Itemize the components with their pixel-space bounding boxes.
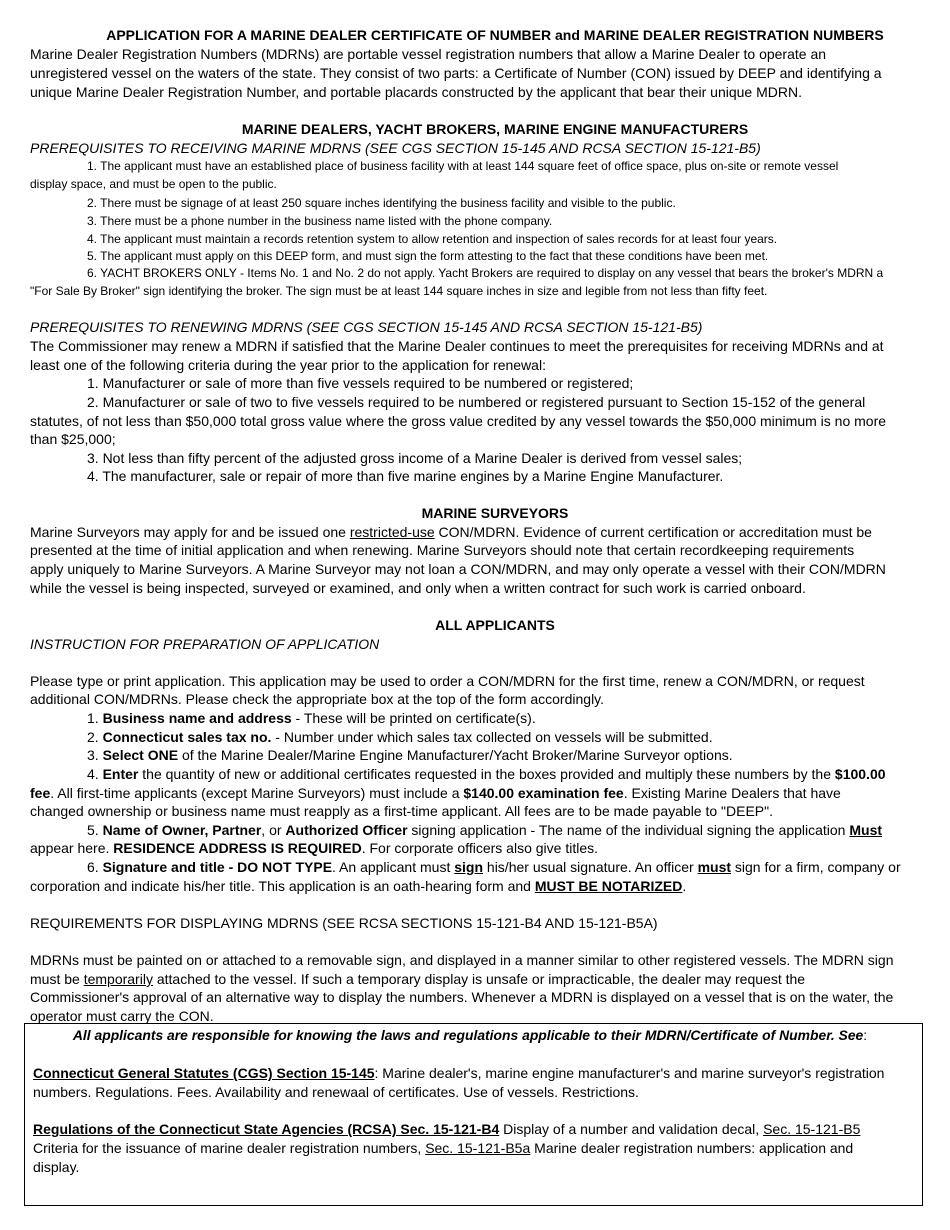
display-line: MDRNs must be painted on or attached to a removable sign, and displayed in a manner similar to other registered vessels. The MDRN sign [30, 952, 894, 968]
prereq-renewing-heading: PREREQUISITES TO RENEWING MDRNS (SEE CGS SECTION 15-145 AND RCSA SECTION 15-121-B5) [30, 319, 703, 335]
text-run: Name of Owner, Partner [102, 822, 262, 838]
instruction-item-6-cont [30, 877, 686, 895]
text-run: must be [30, 971, 84, 987]
prereq-receiving-heading: PREREQUISITES TO RECEIVING MARINE MDRNS (SEE CGS SECTION 15-145 AND RCSA SECTION 15-121-B5) [30, 140, 761, 156]
rcsa-line [33, 1139, 853, 1157]
restricted-use-term: restricted-use [349, 524, 435, 540]
receiving-item: "For Sale By Broker" sign identifying the broker. The sign must be at least 144 square inches in size and legible from not less than fifty feet. [30, 284, 768, 298]
display-line [30, 970, 805, 988]
text-run: signing application - The name of the individual signing the application [407, 822, 850, 838]
instruction-item-3 [87, 746, 733, 764]
intro-line: unregistered vessel on the waters of the state. They consist of two parts: a Certificate of Number (CON) issued by DEEP and identifying a [30, 65, 882, 81]
instruction-item-2 [87, 728, 713, 746]
cgs-line: numbers. Regulations. Fees. Availability and renewaal of certificates. Use of vessels. Restrictions. [33, 1084, 639, 1100]
instruction-paragraph: Please type or print application. This application may be used to order a CON/MDRN for the first time, renew a CON/MDRN, or request [30, 673, 865, 689]
display-line: operator must carry the CON. [30, 1008, 214, 1024]
rcsa-line: display. [33, 1159, 80, 1175]
text-run: . For corporate officers also give titles. [361, 840, 599, 856]
intro-line: Marine Dealer Registration Numbers (MDRNs) are portable vessel registration numbers that allow a Marine Dealer to operate an [30, 46, 827, 62]
text-run: 2. [87, 729, 103, 745]
text-run: RESIDENCE ADDRESS IS REQUIRED [113, 840, 362, 856]
text-run: 4. [87, 766, 103, 782]
text-run: Signature and title - DO NOT TYPE [102, 859, 333, 875]
receiving-item: display space, and must be open to the public. [30, 177, 277, 191]
receiving-item: 3. There must be a phone number in the business name listed with the phone company. [87, 214, 553, 228]
renewing-item: statutes, of not less than $50,000 total gross value where the gross value credited by any vessel towards the $50,000 minimum is no more [30, 413, 887, 429]
text-run: $140.00 examination fee [463, 785, 624, 801]
text-run: Marine dealer registration numbers: application and [530, 1140, 854, 1156]
instruction-item-4 [87, 765, 886, 783]
instruction-item-4-cont: changed ownership or business name must reapply as a first-time applicant. All fees are to be made payable to "DEEP". [30, 803, 773, 819]
laws-regulations-box [24, 1023, 923, 1206]
instruction-item-5-cont [30, 839, 598, 857]
receiving-item: 6. YACHT BROKERS ONLY - Items No. 1 and No. 2 do not apply. Yacht Brokers are required to display on any vessel that bears the broker's MDRN a [87, 266, 884, 280]
text-run: . [682, 878, 687, 894]
rcsa-line [33, 1120, 860, 1138]
text-run: : [863, 1027, 868, 1043]
instruction-item-4-cont [30, 784, 841, 802]
text-run: . An applicant must [332, 859, 455, 875]
applicants-heading: ALL APPLICANTS [435, 617, 555, 633]
text-run: 1. [87, 710, 103, 726]
instruction-item-5 [87, 821, 882, 839]
rcsa-b4-link[interactable]: Regulations of the Connecticut State Agencies (RCSA) Sec. 15-121-B4 [33, 1121, 500, 1137]
renewing-item: 4. The manufacturer, sale or repair of more than five marine engines by a Marine Engine Manufacturer. [87, 468, 724, 484]
temporarily-term: temporarily [83, 971, 153, 987]
dealers-heading: MARINE DEALERS, YACHT BROKERS, MARINE ENGINE MANUFACTURERS [241, 121, 749, 137]
text-run: fee [30, 785, 51, 801]
text-run: : Marine dealer's, marine engine manufacturer's and marine surveyor's registration [374, 1065, 885, 1081]
renewing-intro-line: The Commissioner may renew a MDRN if satisfied that the Marine Dealer continues to meet the prerequisites for receiving MDRNs and at [30, 338, 884, 354]
surveyors-line [30, 523, 872, 541]
text-run: - Number under which sales tax collected on vessels will be submitted. [271, 729, 713, 745]
text-run: . All first-time applicants (except Marine Surveyors) must include a [50, 785, 464, 801]
display-line: Commissioner's approval of an alternative way to display the numbers. Whenever a MDRN is displayed on a vessel that is on the water, the [30, 989, 894, 1005]
rcsa-b5a-link[interactable]: Sec. 15-121-B5a [425, 1140, 531, 1156]
renewing-item: than $25,000; [30, 431, 116, 447]
text-run: All applicants are responsible for knowing the laws and regulations applicable to their MDRN/Certificate of Number. See [72, 1027, 864, 1043]
instruction-heading: INSTRUCTION FOR PREPARATION OF APPLICATION [30, 636, 380, 652]
text-run: Enter [102, 766, 139, 782]
text-run: Marine Surveyors may apply for and be issued one [30, 524, 350, 540]
text-run: 6. [87, 859, 103, 875]
surveyors-line: presented at the time of initial application and when renewing. Marine Surveyors should note that certain recordkeeping requirements [30, 542, 855, 558]
text-run: appear here. [30, 840, 114, 856]
text-run: 3. [87, 747, 103, 763]
text-run: corporation and indicate his/her title. This application is an oath-hearing form and [30, 878, 535, 894]
instruction-paragraph: additional CON/MDRNs. Please check the appropriate box at the top of the form accordingly. [30, 691, 605, 707]
text-run: - These will be printed on certificate(s). [291, 710, 536, 726]
text-run: Criteria for the issuance of marine dealer registration numbers, [33, 1140, 426, 1156]
receiving-item: 1. The applicant must have an established place of business facility with at least 144 square feet of office space, plus on-site or remote vessel [87, 159, 839, 173]
text-run: his/her usual signature. An officer [483, 859, 698, 875]
laws-box-header [25, 1026, 915, 1044]
text-run: . Existing Marine Dealers that have [623, 785, 841, 801]
text-run: must [697, 859, 732, 875]
page-title: APPLICATION FOR A MARINE DEALER CERTIFICATE OF NUMBER and MARINE DEALER REGISTRATION NUMBERS [106, 27, 884, 43]
text-run: MUST BE NOTARIZED [534, 878, 683, 894]
text-run: attached to the vessel. If such a temporary display is unsafe or impracticable, the dealer may request the [152, 971, 806, 987]
text-run: of the Marine Dealer/Marine Engine Manufacturer/Yacht Broker/Marine Surveyor options. [178, 747, 733, 763]
text-run: Authorized Officer [285, 822, 408, 838]
surveyors-line: apply uniquely to Marine Surveyors. A Marine Surveyor may not loan a CON/MDRN, and may only operate a vessel with their CON/MDRN [30, 561, 886, 577]
receiving-item: 2. There must be signage of at least 250 square inches identifying the business facility and visible to the public. [87, 196, 676, 210]
text-run: Display of a number and validation decal, [499, 1121, 764, 1137]
renewing-item: 2. Manufacturer or sale of two to five vessels required to be numbered or registered pursuant to Section 15-152 of the general [87, 394, 866, 410]
rcsa-b5-link[interactable]: Sec. 15-121-B5 [763, 1121, 861, 1137]
renewing-item: 3. Not less than fifty percent of the adjusted gross income of a Marine Dealer is derived from vessel sales; [87, 450, 743, 466]
renewing-item: 1. Manufacturer or sale of more than five vessels required to be numbered or registered; [87, 375, 634, 391]
surveyors-line: while the vessel is being inspected, surveyed or examined, and only when a written contract for such work is carried onboard. [30, 580, 806, 596]
text-run: sign [454, 859, 484, 875]
text-run: 5. [87, 822, 103, 838]
receiving-item: 5. The applicant must apply on this DEEP form, and must sign the form attesting to the fact that these conditions have been met. [87, 249, 769, 263]
intro-line: unique Marine Dealer Registration Number, and portable placards constructed by the applicant that bear their unique MDRN. [30, 84, 802, 100]
renewing-intro-line: least one of the following criteria during the year prior to the application for renewal: [30, 357, 546, 373]
text-run: Connecticut sales tax no. [102, 729, 272, 745]
receiving-item: 4. The applicant must maintain a records retention system to allow retention and inspection of sales records for at least four years. [87, 232, 778, 246]
text-run: CON/MDRN. Evidence of current certification or accreditation must be [434, 524, 872, 540]
display-heading: REQUIREMENTS FOR DISPLAYING MDRNS (SEE RCSA SECTIONS 15-121-B4 AND 15-121-B5A) [30, 915, 658, 931]
text-run: $100.00 [834, 766, 886, 782]
cgs-section-link[interactable]: Connecticut General Statutes (CGS) Section 15-145 [33, 1065, 375, 1081]
text-run: Must [849, 822, 883, 838]
cgs-line [33, 1064, 884, 1082]
instruction-item-6 [87, 858, 901, 876]
surveyors-heading: MARINE SURVEYORS [421, 505, 569, 521]
text-run: , or [261, 822, 286, 838]
text-run: the quantity of new or additional certificates requested in the boxes provided and multiply these numbers by the [138, 766, 835, 782]
text-run: Business name and address [102, 710, 292, 726]
text-run: sign for a firm, company or [731, 859, 901, 875]
instruction-item-1 [87, 709, 536, 727]
text-run: Select ONE [102, 747, 179, 763]
